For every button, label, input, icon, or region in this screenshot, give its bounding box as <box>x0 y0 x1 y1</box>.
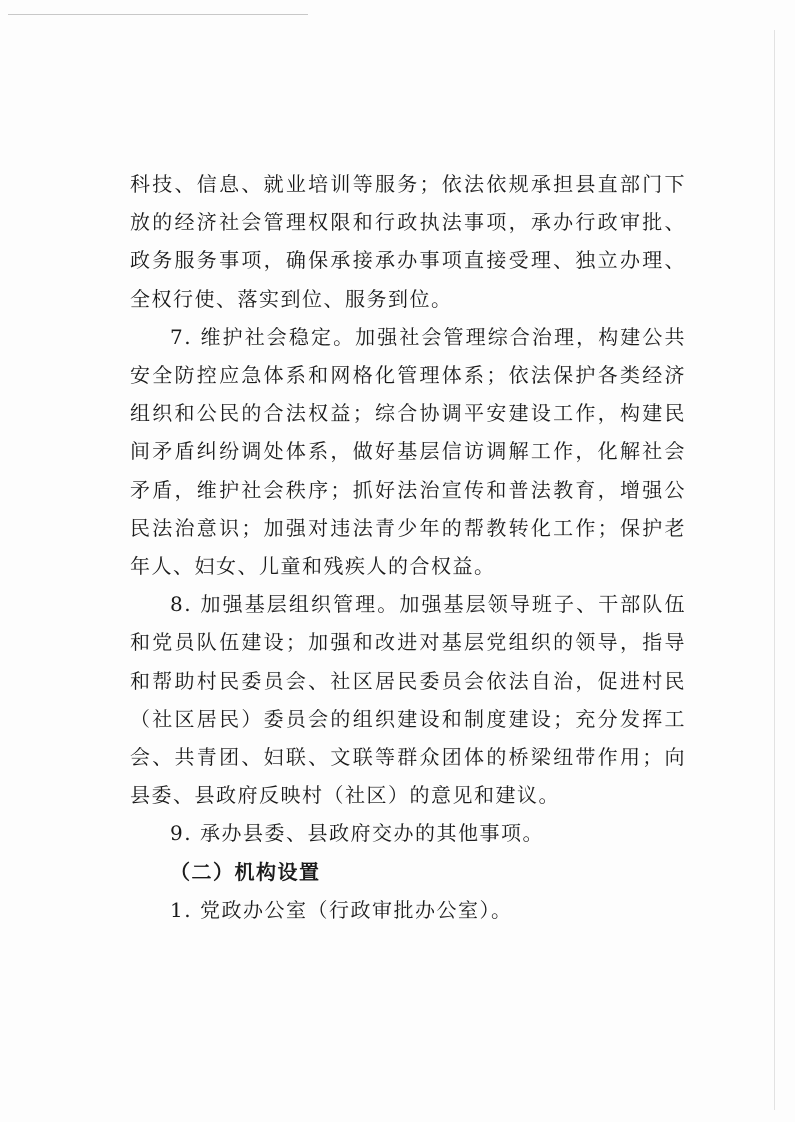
section-heading: （二）机构设置 <box>170 859 321 884</box>
paragraph-item-7: 7. 维护社会稳定。加强社会管理综合治理，构建公共安全防控应急体系和网格化管理体系；依法保护各类经济组织和公民的合法权益；综合协调平安建设工作，构建民间矛盾纠纷调处体系，做好基层信访调解工作，化解社会矛盾，维护社会秩序；抓好法治宣传和普法教育，增强公民法治意识；加强对违法青少年的帮教转化工作；保护老年人、妇女、儿童和残疾人的合权益。 <box>130 324 686 579</box>
document-body <box>130 165 686 929</box>
paragraph-item-8: 8. 加强基层组织管理。加强基层领导班子、干部队伍和党员队伍建设；加强和改进对基层党组织的领导，指导和帮助村民委员会、社区居民委员会依法自治，促进村民（社区居民）委员会的组织建设和制度建设；充分发挥工会、共青团、妇联、文联等群众团体的桥梁纽带作用；向县委、县政府反映村（社区）的意见和建议。 <box>130 592 686 808</box>
paragraph-sub-item-1: 1. 党政办公室（行政审批办公室）。 <box>170 897 513 922</box>
paragraph-item-9: 9. 承办县委、县政府交办的其他事项。 <box>170 821 544 846</box>
paragraph-services: 科技、信息、就业培训等服务；依法依规承担县直部门下放的经济社会管理权限和行政执法事项，承办行政审批、政务服务事项，确保承接承办事项直接受理、独立办理、全权行使、落实到位、服务到位。 <box>130 172 686 311</box>
scan-edge-line <box>8 14 308 15</box>
scan-edge-line <box>774 30 775 1110</box>
